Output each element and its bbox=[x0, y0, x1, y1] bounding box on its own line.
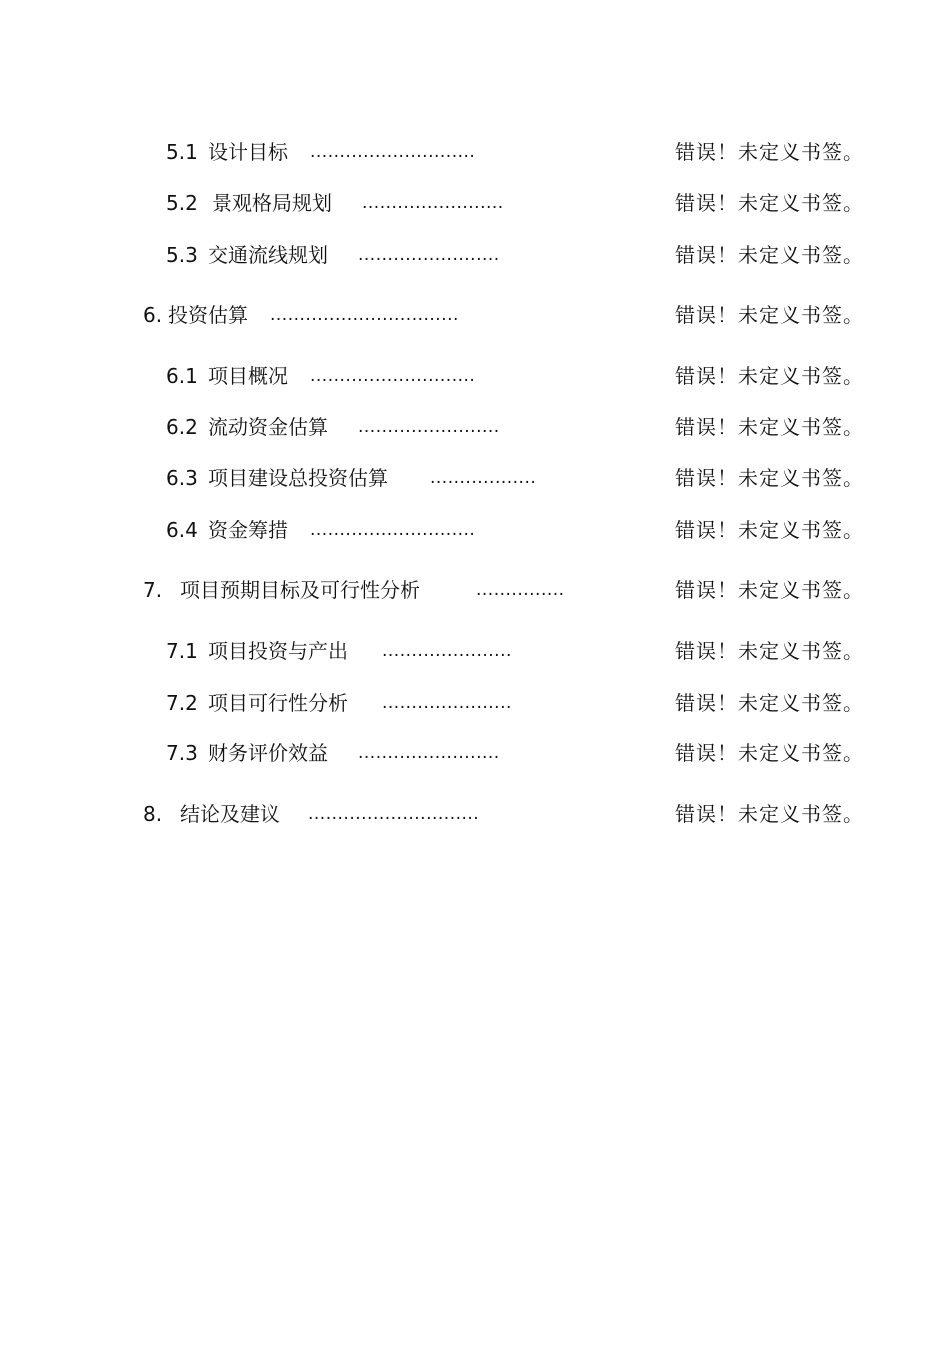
toc-entry-page-ref: 错误！未定义书签。 bbox=[675, 802, 864, 826]
toc-entry-number: 6. bbox=[143, 303, 163, 327]
toc-entry-5-2[interactable] bbox=[0, 188, 950, 218]
toc-entry-title: 项目建设总投资估算 bbox=[208, 466, 388, 490]
toc-entry-title: 资金筹措 bbox=[208, 518, 288, 542]
toc-leader-dots: ............................. bbox=[308, 804, 480, 824]
toc-entry-6-1[interactable] bbox=[0, 361, 950, 391]
toc-leader-dots: ........................ bbox=[358, 743, 500, 763]
toc-entry-6-3[interactable] bbox=[0, 463, 950, 493]
toc-entry-page-ref: 错误！未定义书签。 bbox=[675, 578, 864, 602]
toc-leader-dots: ........................ bbox=[358, 417, 500, 437]
toc-entry-title: 交通流线规划 bbox=[208, 243, 328, 267]
toc-entry-number: 6.1 bbox=[166, 364, 198, 388]
toc-entry-number: 5.1 bbox=[166, 140, 198, 164]
toc-entry-number: 6.3 bbox=[166, 466, 198, 490]
toc-entry-page-ref: 错误！未定义书签。 bbox=[675, 303, 864, 327]
toc-entry-7[interactable] bbox=[0, 575, 950, 605]
toc-entry-number: 5.3 bbox=[166, 243, 198, 267]
toc-entry-5-1[interactable] bbox=[0, 137, 950, 167]
toc-leader-dots: ...................... bbox=[382, 693, 512, 713]
toc-leader-dots: ............................ bbox=[310, 520, 476, 540]
toc-leader-dots: .................. bbox=[430, 468, 537, 488]
toc-entry-page-ref: 错误！未定义书签。 bbox=[675, 364, 864, 388]
toc-entry-6[interactable] bbox=[0, 300, 950, 330]
toc-entry-number: 7. bbox=[143, 578, 163, 602]
toc-entry-title: 流动资金估算 bbox=[208, 415, 328, 439]
toc-leader-dots: ............... bbox=[476, 580, 565, 600]
toc-leader-dots: ............................ bbox=[310, 366, 476, 386]
toc-entry-title: 景观格局规划 bbox=[212, 191, 332, 215]
toc-entry-8[interactable] bbox=[0, 799, 950, 829]
toc-entry-number: 7.1 bbox=[166, 639, 198, 663]
toc-entry-number: 6.2 bbox=[166, 415, 198, 439]
toc-leader-dots: ........................ bbox=[358, 245, 500, 265]
toc-entry-title: 项目可行性分析 bbox=[208, 691, 348, 715]
toc-entry-page-ref: 错误！未定义书签。 bbox=[675, 518, 864, 542]
toc-entry-title: 设计目标 bbox=[208, 140, 288, 164]
toc-entry-page-ref: 错误！未定义书签。 bbox=[675, 243, 864, 267]
toc-entry-title: 投资估算 bbox=[168, 303, 248, 327]
toc-entry-title: 财务评价效益 bbox=[208, 741, 328, 765]
toc-entry-title: 项目投资与产出 bbox=[208, 639, 348, 663]
toc-entry-page-ref: 错误！未定义书签。 bbox=[675, 140, 864, 164]
toc-entry-page-ref: 错误！未定义书签。 bbox=[675, 691, 864, 715]
toc-entry-page-ref: 错误！未定义书签。 bbox=[675, 415, 864, 439]
toc-leader-dots: ................................ bbox=[270, 305, 459, 325]
toc-entry-number: 8. bbox=[143, 802, 163, 826]
toc-entry-6-2[interactable] bbox=[0, 412, 950, 442]
toc-entry-number: 7.2 bbox=[166, 691, 198, 715]
toc-entry-number: 7.3 bbox=[166, 741, 198, 765]
toc-entry-7-1[interactable] bbox=[0, 636, 950, 666]
toc-entry-5-3[interactable] bbox=[0, 240, 950, 270]
toc-entry-page-ref: 错误！未定义书签。 bbox=[675, 466, 864, 490]
toc-entry-6-4[interactable] bbox=[0, 515, 950, 545]
toc-entry-page-ref: 错误！未定义书签。 bbox=[675, 191, 864, 215]
toc-leader-dots: ...................... bbox=[382, 641, 512, 661]
toc-entry-number: 5.2 bbox=[166, 191, 198, 215]
toc-entry-7-2[interactable] bbox=[0, 688, 950, 718]
toc-entry-title: 项目预期目标及可行性分析 bbox=[180, 578, 420, 602]
toc-leader-dots: ............................ bbox=[310, 142, 476, 162]
toc-entry-7-3[interactable] bbox=[0, 738, 950, 768]
toc-entry-title: 项目概况 bbox=[208, 364, 288, 388]
toc-entry-title: 结论及建议 bbox=[180, 802, 280, 826]
toc-leader-dots: ........................ bbox=[362, 193, 504, 213]
toc-entry-number: 6.4 bbox=[166, 518, 198, 542]
toc-entry-page-ref: 错误！未定义书签。 bbox=[675, 741, 864, 765]
toc-entry-page-ref: 错误！未定义书签。 bbox=[675, 639, 864, 663]
